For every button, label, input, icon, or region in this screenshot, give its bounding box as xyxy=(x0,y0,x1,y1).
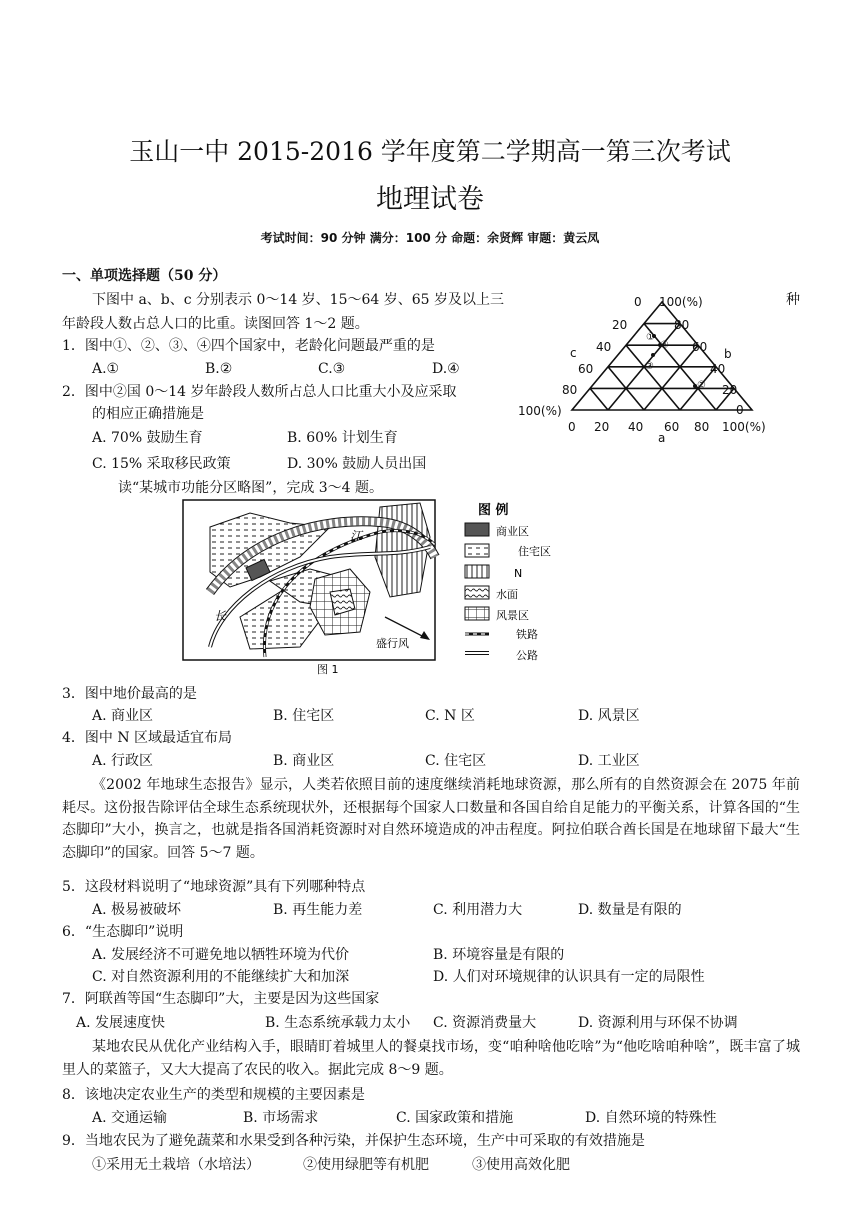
question-6: 6．“生态脚印”说明 xyxy=(62,924,184,940)
q3-option-c: C. N 区 xyxy=(425,708,475,724)
question-9: 9．当地农民为了避免蔬菜和水果受到各种污染，并保护生态环境，生产中可采取的有效措施是 xyxy=(62,1133,645,1149)
tri-tick-left-40: 40 xyxy=(596,340,612,354)
q6-option-b: B. 环境容量是有限的 xyxy=(433,947,565,963)
q6-option-a: A. 发展经济不可避免地以牺牲环境为代价 xyxy=(92,947,350,963)
q9-option-1: ①采用无土栽培（水培法） xyxy=(92,1157,260,1173)
q4-option-b: B. 商业区 xyxy=(273,753,335,769)
q2-option-a: A. 70% 鼓励生育 xyxy=(92,430,203,446)
q2-option-b: B. 60% 计划生育 xyxy=(287,430,398,446)
q5-option-d: D. 数量是有限的 xyxy=(578,902,682,918)
question-2-line-a: 2．图中②国 0～14 岁年龄段人数所占总人口比重大小及应采取 xyxy=(62,384,457,400)
tri-axis-b: b xyxy=(724,347,732,361)
tri-tick-right-40: 40 xyxy=(710,362,726,376)
tri-tick-bottom-0: 0 xyxy=(568,420,576,434)
tri-tick-right-60: 60 xyxy=(692,340,708,354)
q3-option-a: A. 商业区 xyxy=(92,708,154,724)
q5-option-a: A. 极易被破坏 xyxy=(92,902,182,918)
question-3: 3．图中地价最高的是 xyxy=(62,686,197,702)
intro-1-line-a: 下图中 a、b、c 分别表示 0～14 岁、15～64 岁、65 岁及以上三 xyxy=(92,292,505,308)
river-label-1: 江 xyxy=(350,529,363,543)
intro-2: 读“某城市功能分区略图”，完成 3～4 题。 xyxy=(118,480,384,496)
tri-point-2: ② xyxy=(697,380,706,391)
tri-tick-left-0: 0 xyxy=(634,295,642,309)
question-8: 8．该地决定农业生产的类型和规模的主要因素是 xyxy=(62,1087,365,1103)
q3-option-b: B. 住宅区 xyxy=(273,708,335,724)
tri-tick-left-80: 80 xyxy=(562,383,578,397)
river-label-2: 长 xyxy=(214,609,227,623)
title-line-2: 地理试卷 xyxy=(376,184,484,215)
q3-option-d: D. 风景区 xyxy=(578,708,640,724)
tri-tick-bottom-60: 60 xyxy=(664,420,680,434)
q5-option-b: B. 再生能力差 xyxy=(273,902,363,918)
q6-option-d: D. 人们对环境规律的认识具有一定的局限性 xyxy=(433,969,705,985)
question-5: 5．这段材料说明了“地球资源”具有下列哪种特点 xyxy=(62,879,366,895)
q1-option-d: D.④ xyxy=(432,361,460,377)
question-4: 4．图中 N 区域最适宜布局 xyxy=(62,730,233,746)
wind-label: 盛行风 xyxy=(376,637,409,650)
q7-option-b: B. 生态系统承载力太小 xyxy=(265,1015,411,1031)
q2-option-d: D. 30% 鼓励人员出国 xyxy=(287,456,427,472)
q6-option-c: C. 对自然资源利用的不能继续扩大和加深 xyxy=(92,969,350,985)
tri-point-4: ④ xyxy=(660,340,669,351)
q1-option-a: A.① xyxy=(92,361,120,377)
q9-option-2: ②使用绿肥等有机肥 xyxy=(303,1157,429,1173)
legend-railway: 铁路 xyxy=(516,628,538,641)
question-7: 7．阿联酋等国“生态脚印”大，主要是因为这些国家 xyxy=(62,991,380,1007)
tri-axis-a: a xyxy=(658,431,666,445)
q7-option-d: D. 资源利用与环保不协调 xyxy=(578,1015,738,1031)
tri-tick-bottom-100: 100(%) xyxy=(722,420,766,434)
tri-tick-right-0: 0 xyxy=(736,403,744,417)
legend-title: 图 例 xyxy=(478,503,509,518)
q8-option-c: C. 国家政策和措施 xyxy=(396,1110,514,1126)
map-caption: 图 1 xyxy=(317,663,339,676)
tri-point-3: ③ xyxy=(645,361,654,372)
q7-option-c: C. 资源消费量大 xyxy=(433,1015,537,1031)
tri-point-1: ① xyxy=(646,332,655,343)
tri-tick-left-60: 60 xyxy=(578,362,594,376)
intro-1-line-c: 年龄段人数占总人口的比重。读图回答 1～2 题。 xyxy=(62,316,369,332)
section-heading: 一、单项选择题（50 分） xyxy=(62,268,227,284)
tri-tick-left-100: 100(%) xyxy=(518,404,562,418)
q8-option-d: D. 自然环境的特殊性 xyxy=(585,1110,717,1126)
legend-scenic: 风景区 xyxy=(496,609,529,622)
tri-tick-left-20: 20 xyxy=(612,318,628,332)
question-1: 1．图中①、②、③、④四个国家中，老龄化问题最严重的是 xyxy=(62,338,435,354)
tri-tick-bottom-20: 20 xyxy=(594,420,610,434)
tri-axis-c: c xyxy=(570,346,577,360)
title-line-1: 玉山一中 2015-2016 学年度第二学期高一第三次考试 xyxy=(129,137,731,166)
legend-residential: 住宅区 xyxy=(518,545,551,558)
q1-option-b: B.② xyxy=(205,361,233,377)
legend-commercial: 商业区 xyxy=(496,525,529,538)
tri-tick-right-20: 20 xyxy=(722,383,738,397)
q8-option-a: A. 交通运输 xyxy=(92,1110,168,1126)
ternary-diagram xyxy=(512,290,772,445)
q5-option-c: C. 利用潜力大 xyxy=(433,902,523,918)
q9-option-3: ③使用高效化肥 xyxy=(472,1157,570,1173)
tri-tick-bottom-40: 40 xyxy=(628,420,644,434)
legend-water: 水面 xyxy=(496,588,518,601)
question-2-line-b: 的相应正确措施是 xyxy=(92,406,204,422)
q2-option-c: C. 15% 采取移民政策 xyxy=(92,456,231,472)
tri-tick-right-100: 100(%) xyxy=(659,295,703,309)
q4-option-d: D. 工业区 xyxy=(578,753,640,769)
map-legend xyxy=(460,497,570,662)
q8-option-b: B. 市场需求 xyxy=(243,1110,319,1126)
q4-option-a: A. 行政区 xyxy=(92,753,154,769)
tri-tick-right-80: 80 xyxy=(674,318,690,332)
passage-market-farming: 某地农民从优化产业结构入手，眼睛盯着城里人的餐桌找市场，变“咱种啥他吃啥”为“他吃啥咱种啥”，既丰富了城里人的菜篮子，又大大提高了农民的收入。据此完成 8～9 题。 xyxy=(62,1039,800,1078)
legend-n-zone: N xyxy=(514,567,523,580)
q7-option-a: A. 发展速度快 xyxy=(76,1015,166,1031)
legend-road: 公路 xyxy=(516,649,538,662)
exam-info: 考试时间：90 分钟 满分：100 分 命题：余贤辉 审题：黄云凤 xyxy=(260,231,600,245)
q1-option-c: C.③ xyxy=(318,361,346,377)
intro-1-line-b: 种 xyxy=(786,292,800,308)
passage-ecological-footprint: 《2002 年地球生态报告》显示，人类若依照目前的速度继续消耗地球资源，那么所有的自然资源会在 2075 年前耗尽。这份报告除评估全球生态系统现状外，还根据每个国家人口数量和各国自给自足能力的平衡关系，计算各国的“生态脚印”大小，换言之，也就是指各国消耗资源时对自然环境造成的冲击程度。阿拉伯联合酋长国是在地球留下最大“生态脚印”的国家。回答 5～7 题。 xyxy=(62,777,800,861)
tri-tick-bottom-80: 80 xyxy=(694,420,710,434)
q4-option-c: C. 住宅区 xyxy=(425,753,487,769)
